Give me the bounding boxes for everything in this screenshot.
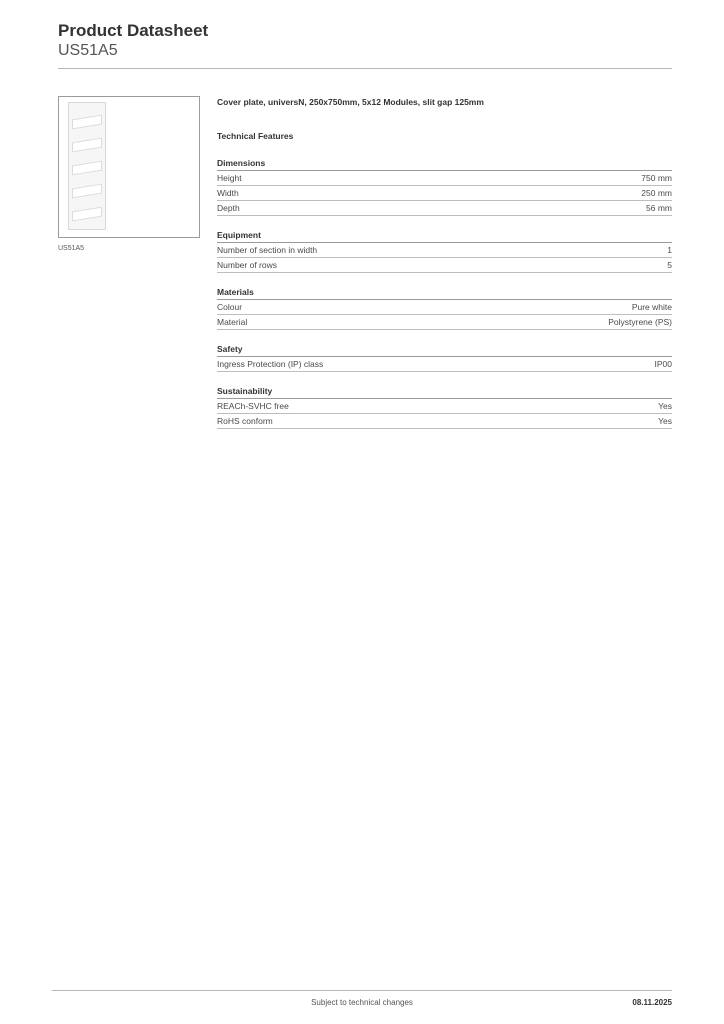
section-equipment xyxy=(217,228,672,273)
document-header xyxy=(58,21,672,60)
section-title: Dimensions xyxy=(217,156,672,171)
plate-slit xyxy=(72,207,102,222)
spec-row-material xyxy=(217,315,672,330)
spec-value: 250 mm xyxy=(641,188,672,198)
section-title: Safety xyxy=(217,342,672,357)
spec-value: 750 mm xyxy=(641,173,672,183)
document-title: Product Datasheet xyxy=(58,21,209,40)
spec-label: RoHS conform xyxy=(217,416,273,426)
datasheet-content xyxy=(217,96,672,429)
section-title: Sustainability xyxy=(217,384,672,399)
section-safety xyxy=(217,342,672,372)
product-code: US51A5 xyxy=(58,42,118,59)
spec-value: Yes xyxy=(658,401,672,411)
spec-value: Pure white xyxy=(631,302,672,312)
footer-divider xyxy=(52,990,672,991)
technical-features-title: Technical Features xyxy=(217,131,294,141)
spec-label: REACh-SVHC free xyxy=(217,401,289,411)
spec-label: Ingress Protection (IP) class xyxy=(217,359,324,369)
spec-row-reach-svhc xyxy=(217,399,672,414)
footer-note: Subject to technical changes xyxy=(311,998,413,1007)
spec-label: Number of rows xyxy=(217,260,277,270)
section-dimensions xyxy=(217,156,672,216)
spec-row-colour xyxy=(217,300,672,315)
plate-slit xyxy=(72,115,102,130)
product-image xyxy=(58,96,200,238)
spec-row-number-of-rows xyxy=(217,258,672,273)
spec-row-height xyxy=(217,171,672,186)
spec-value: 1 xyxy=(667,245,672,255)
spec-value: IP00 xyxy=(654,359,672,369)
spec-row-ip-class xyxy=(217,357,672,372)
spec-label: Width xyxy=(217,188,239,198)
spec-value: Yes xyxy=(658,416,672,426)
spec-label: Colour xyxy=(217,302,243,312)
spec-row-depth xyxy=(217,201,672,216)
spec-label: Material xyxy=(217,317,248,327)
header-divider xyxy=(58,68,672,69)
spec-label: Height xyxy=(217,173,242,183)
section-materials xyxy=(217,285,672,330)
spec-row-sections-in-width xyxy=(217,243,672,258)
spec-row-rohs xyxy=(217,414,672,429)
plate-slit xyxy=(72,161,102,176)
plate-slit xyxy=(72,138,102,153)
section-sustainability xyxy=(217,384,672,429)
spec-value: 56 mm xyxy=(646,203,672,213)
section-title: Materials xyxy=(217,285,672,300)
cover-plate-illustration xyxy=(68,102,106,230)
spec-row-width xyxy=(217,186,672,201)
plate-slit xyxy=(72,184,102,199)
footer-date: 08.11.2025 xyxy=(632,998,672,1007)
spec-value: Polystyrene (PS) xyxy=(608,317,672,327)
image-caption: US51A5 xyxy=(58,245,85,252)
section-title: Equipment xyxy=(217,228,672,243)
spec-value: 5 xyxy=(667,260,672,270)
spec-label: Depth xyxy=(217,203,240,213)
spec-label: Number of section in width xyxy=(217,245,318,255)
product-description: Cover plate, universN, 250x750mm, 5x12 Modules, slit gap 125mm xyxy=(217,97,484,107)
